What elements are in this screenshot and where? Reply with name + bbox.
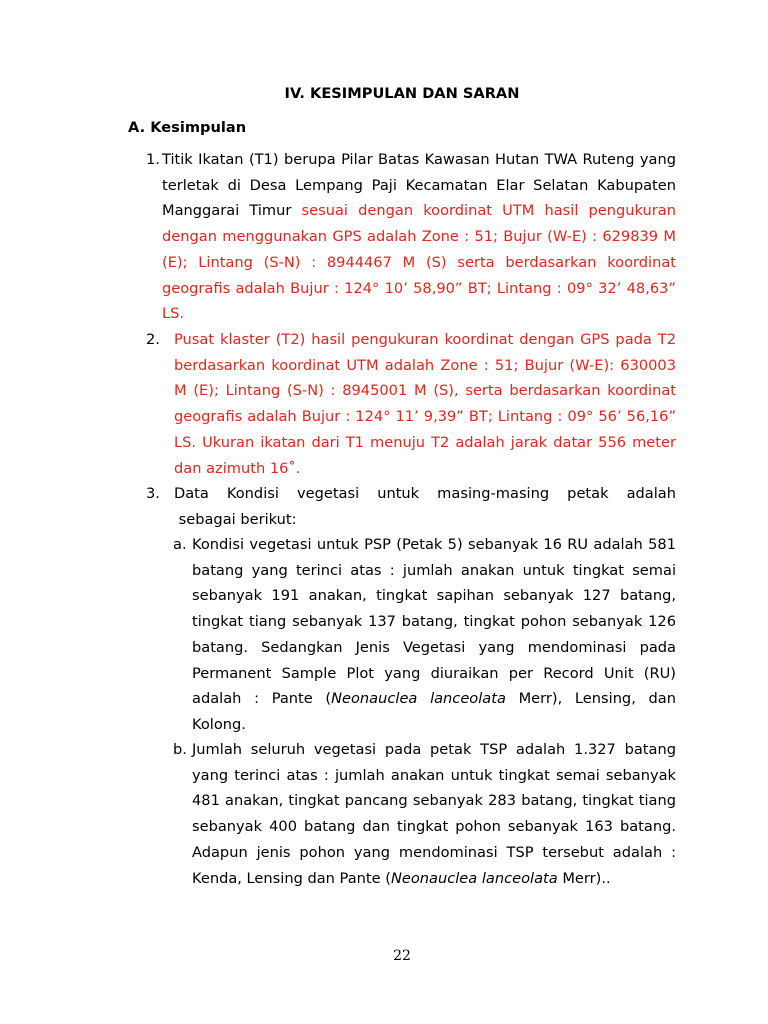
chapter-title: IV. KESIMPULAN DAN SARAN [284, 85, 520, 102]
item-text-continued: sebagai berikut: [174, 511, 297, 528]
item-number: 1. [146, 151, 160, 168]
item-text [192, 532, 676, 738]
item-number: 3. [146, 485, 160, 502]
item-text-main: Jumlah seluruh vegetasi pada petak TSP adalah 1.327 batang yang terinci atas : jumlah anakan untuk tingkat semai sebanyak 481 anakan, tingkat pancang sebanyak 283 batang, tingkat tiang sebanyak 400 batang dan tingkat pohon sebanyak 163 batang. Adapun jenis pohon yang mendominasi TSP tersebut adalah : Kenda, Lensing dan Pante ( [192, 741, 676, 887]
section-heading: A. Kesimpulan [128, 119, 247, 136]
species-name: Neonauclea lanceolata [390, 869, 558, 887]
item-text-highlight: sesuai dengan koordinat UTM hasil pengukuran dengan menggunakan GPS adalah Zone : 51; Bujur (W-E) : 629839 M (E); Lintang (S-N) : 8944467 M (S) serta berdasarkan koordinat geografis adalah Bujur : 124° 10’ 58,90” BT; Lintang : 09° 32’ 48,63” LS. [162, 202, 676, 323]
item-text-black: Titik Ikatan (T1) berupa Pilar Batas Kawasan Hutan TWA Ruteng yang terletak di Desa Lempang Paji Kecamatan Elar Selatan Kabupaten Manggarai Timur [162, 151, 676, 220]
item-text [192, 737, 676, 891]
species-name: Neonauclea lanceolata [331, 690, 506, 708]
item-number: 2. [146, 331, 160, 348]
item-text-highlight: Pusat klaster (T2) hasil pengukuran koordinat dengan GPS pada T2 berdasarkan koordinat UTM adalah Zone : 51; Bujur (W-E): 630003 M (E); Lintang (S-N) : 8945001 M (S), serta berdasarkan koordinat geografis adalah Bujur : 124° 11’ 9,39” BT; Lintang : 09° 56’ 56,16” LS. Ukuran ikatan dari T1 menuju T2 adalah jarak datar 556 meter dan azimuth 16˚. [174, 331, 676, 477]
item-letter: b. [173, 741, 187, 758]
item-letter: a. [173, 536, 187, 553]
item-text: Data Kondisi vegetasi untuk masing-masing petak adalah [174, 485, 676, 502]
item-text [162, 147, 676, 327]
item-text-tail: Merr).. [557, 869, 611, 887]
page-number: 22 [393, 948, 411, 964]
item-text-main: Kondisi vegetasi untuk PSP (Petak 5) sebanyak 16 RU adalah 581 batang yang terinci atas : jumlah anakan untuk tingkat semai sebanyak 191 anakan, tingkat sapihan sebanyak 127 batang, tingkat tiang sebanyak 137 batang, tingkat pohon sebanyak 126 batang. Sedangkan Jenis Vegetasi yang mendominasi pada Permanent Sample Plot yang diuraikan per Record Unit (RU) adalah : Pante ( [192, 536, 676, 708]
item-text-tail: Merr), Lensing, dan Kolong. [192, 690, 676, 733]
